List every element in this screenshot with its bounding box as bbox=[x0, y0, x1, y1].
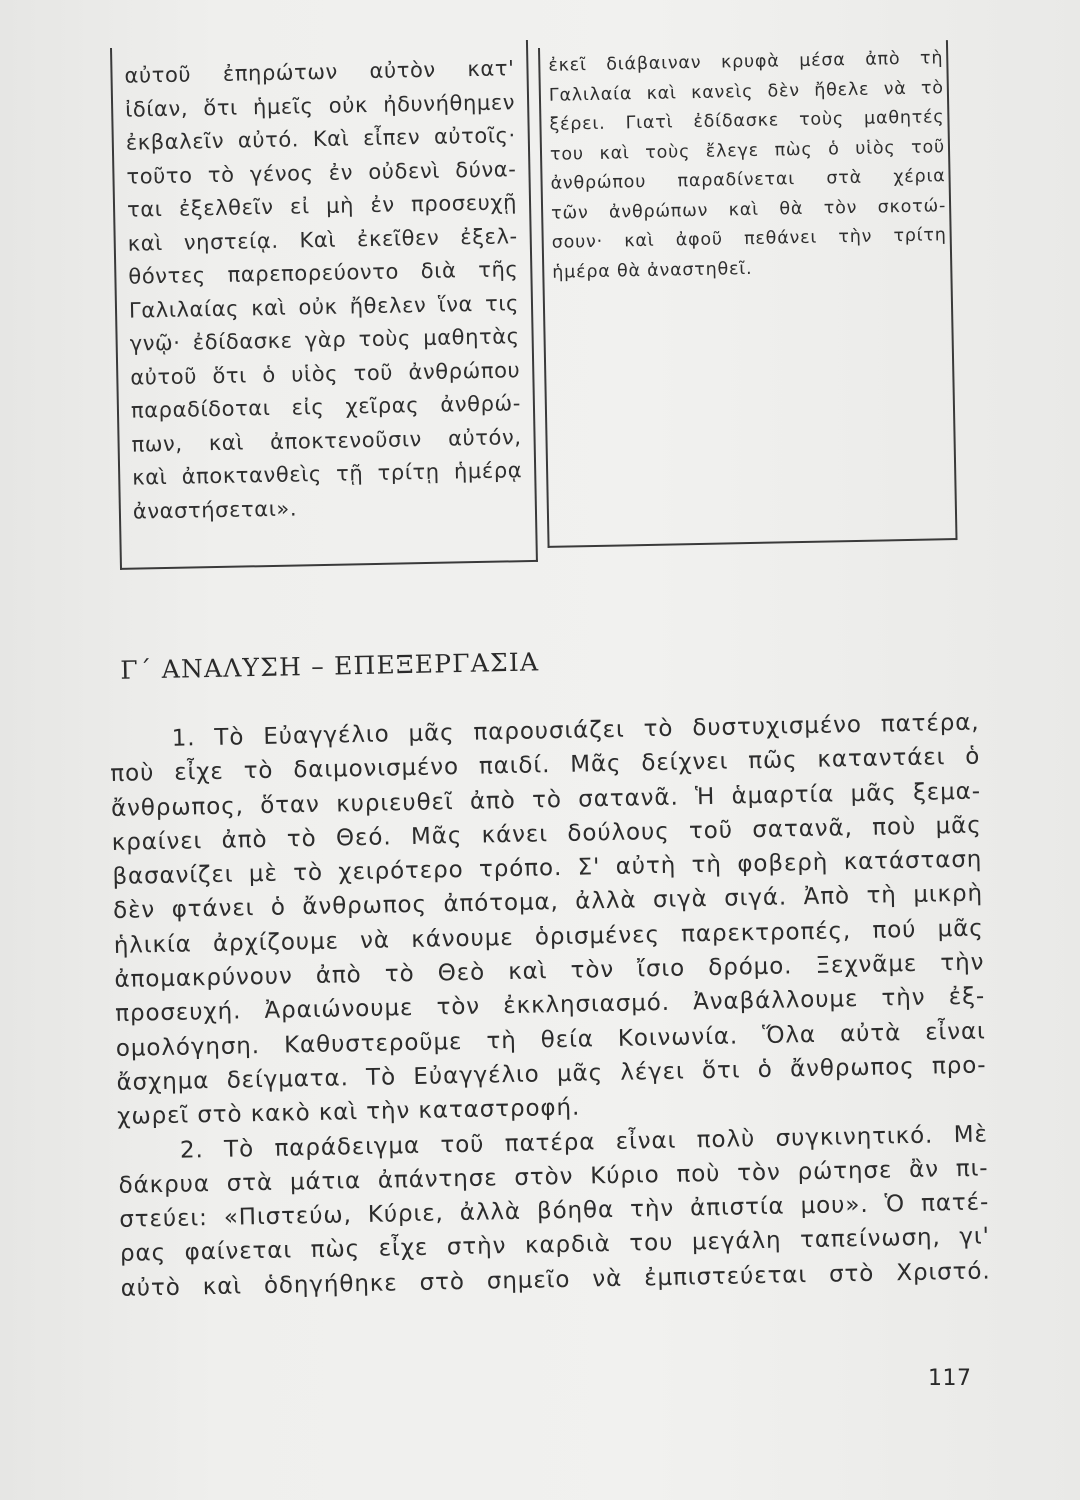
text-line: καὶ νηστείᾳ. Καὶ ἐκεῖθεν ἐξελ- bbox=[127, 223, 518, 256]
text-line: ἀναστήσεται». bbox=[132, 495, 298, 524]
paragraph-line: ρας φαίνεται πὼς εἶχε στὴν καρδιὰ του μεγάλη ταπείνωση, γι' bbox=[119, 1223, 991, 1268]
paragraph-line: 1. Τὸ Εὐαγγέλιο μᾶς παρουσιάζει τὸ δυστυχισμένο πατέρα, bbox=[171, 709, 980, 752]
translation-text bbox=[548, 44, 947, 288]
text-line: ἰδίαν, ὅτι ἡμεῖς οὐκ ἠδυνήθημεν bbox=[124, 89, 516, 122]
text-line: τῶν ἀνθρώπων καὶ θὰ τὸν σκοτώ- bbox=[550, 195, 947, 224]
text-line: ἐκεῖ διάβαιναν κρυφὰ μέσα ἀπὸ τὴ bbox=[548, 48, 944, 76]
text-line: παραδίδοται εἰς χεῖρας ἀνθρώ- bbox=[130, 391, 522, 423]
text-line: Γαλιλαία καὶ κανεὶς δὲν ἤθελε νὰ τὸ bbox=[548, 77, 945, 106]
paragraph-line: ἄνθρωπος, ὅταν κυριευθεῖ ἀπὸ τὸ σατανᾶ. Ἡ ἁμαρτία μᾶς ξεμα- bbox=[110, 778, 982, 822]
paragraph-line: αὐτὸ καὶ ὁδηγήθηκε στὸ σημεῖο νὰ ἐμπιστεύεται στὸ Χριστό. bbox=[120, 1258, 991, 1302]
text-line: ἀνθρώπου παραδίνεται στὰ χέρια bbox=[550, 166, 946, 194]
page-number: 117 bbox=[928, 1366, 972, 1391]
text-line: θόντες παρεπορεύοντο διὰ τῆς bbox=[128, 257, 519, 289]
paragraph-line: 2. Τὸ παράδειγμα τοῦ πατέρα εἶναι πολὺ συγκινητικό. Μὲ bbox=[179, 1121, 989, 1164]
text-line: πων, καὶ ἀποκτενοῦσιν αὐτόν, bbox=[131, 424, 522, 457]
paragraph-line: ποὺ εἶχε τὸ δαιμονισμένο παιδί. Μᾶς δείχνει πῶς καταντάει ὁ bbox=[110, 743, 981, 788]
text-line: καὶ ἀποκτανθεὶς τῇ τρίτῃ ἡμέρᾳ bbox=[132, 458, 523, 490]
text-line: σουν· καὶ ἀφοῦ πεθάνει τὴν τρίτη bbox=[551, 225, 947, 253]
original-text-box bbox=[110, 40, 538, 570]
analysis-section bbox=[108, 639, 991, 1306]
paragraph-2 bbox=[118, 1117, 991, 1306]
paragraph-line: δὲν φτάνει ὁ ἄνθρωπος ἀπότομα, ἀλλὰ σιγὰ σιγά. Ἀπὸ τὴ μικρὴ bbox=[112, 880, 984, 925]
paragraph-line: κραίνει ἀπὸ τὸ Θεό. Μᾶς κάνει δούλους τοῦ σατανᾶ, ποὺ μᾶς bbox=[111, 812, 982, 856]
text-line: ἡμέρα θὰ ἀναστηθεῖ. bbox=[552, 258, 753, 283]
paragraph-line: χωρεῖ στὸ κακὸ καὶ τὴν καταστροφή. bbox=[116, 1094, 581, 1131]
section-heading: Γ΄ ΑΝΑΛΥΣΗ – ΕΠΕΞΕΡΓΑΣΙΑ bbox=[119, 647, 540, 685]
paragraph-line: στεύει: «Πιστεύω, Κύριε, ἀλλὰ βόηθα τὴν ἀπιστία μου». Ὁ πατέ- bbox=[119, 1189, 990, 1234]
text-line: του καὶ τοὺς ἔλεγε πὼς ὁ υἱὸς τοῦ bbox=[549, 136, 946, 165]
text-line: αὐτοῦ ἐπηρώτων αὐτὸν κατ' bbox=[124, 56, 515, 88]
text-line: ἐκβαλεῖν αὐτό. Καὶ εἶπεν αὐτοῖς· bbox=[125, 123, 516, 155]
paragraph-line: ομολόγηση. Καθυστεροῦμε τὴ θεία Κοινωνία. Ὅλα αὐτὰ εἶναι bbox=[115, 1018, 986, 1062]
paragraph-1 bbox=[109, 706, 987, 1135]
original-text bbox=[124, 52, 523, 528]
translation-text-box bbox=[538, 40, 958, 548]
parallel-text-boxes bbox=[110, 48, 945, 570]
text-line: ξέρει. Γιατὶ ἐδίδασκε τοὺς μαθητές bbox=[549, 107, 945, 135]
paragraph-line: ἄσχημα δείγματα. Τὸ Εὐαγγέλιο μᾶς λέγει ὅτι ὁ ἄνθρωπος προ- bbox=[116, 1052, 987, 1096]
text-line: γνῷ· ἐδίδασκε γὰρ τοὺς μαθητὰς bbox=[129, 324, 520, 356]
paragraph-line: βασανίζει μὲ τὸ χειρότερο τρόπο. Σ' αὐτὴ τὴ φοβερὴ κατάσταση bbox=[112, 846, 983, 891]
text-line: αὐτοῦ ὅτι ὁ υἱὸς τοῦ ἀνθρώπου bbox=[130, 357, 521, 390]
text-line: Γαλιλαίας καὶ οὐκ ἤθελεν ἵνα τις bbox=[128, 290, 520, 323]
text-line: ται ἐξελθεῖν εἰ μὴ ἐν προσευχῇ bbox=[126, 190, 518, 222]
paragraph-line: δάκρυα στὰ μάτια ἀπάντησε στὸν Κύριο ποὺ τὸν ρώτησε ἂν πι- bbox=[118, 1155, 989, 1199]
text-line: τοῦτο τὸ γένος ἐν οὐδενὶ δύνα- bbox=[126, 156, 517, 189]
paragraph-line: ἡλικία ἀρχίζουμε νὰ κάνουμε ὁρισμένες παρεκτροπές, πού μᾶς bbox=[113, 915, 984, 959]
paragraph-line: ἀπομακρύνουν ἀπὸ τὸ Θεὸ καὶ τὸν ἴσιο δρόμο. Ξεχνᾶμε τὴν bbox=[114, 949, 985, 994]
paragraph-line: προσευχή. Ἀραιώνουμε τὸν ἐκκλησιασμό. Ἀναβάλλουμε τὴν ἐξ- bbox=[114, 983, 986, 1028]
